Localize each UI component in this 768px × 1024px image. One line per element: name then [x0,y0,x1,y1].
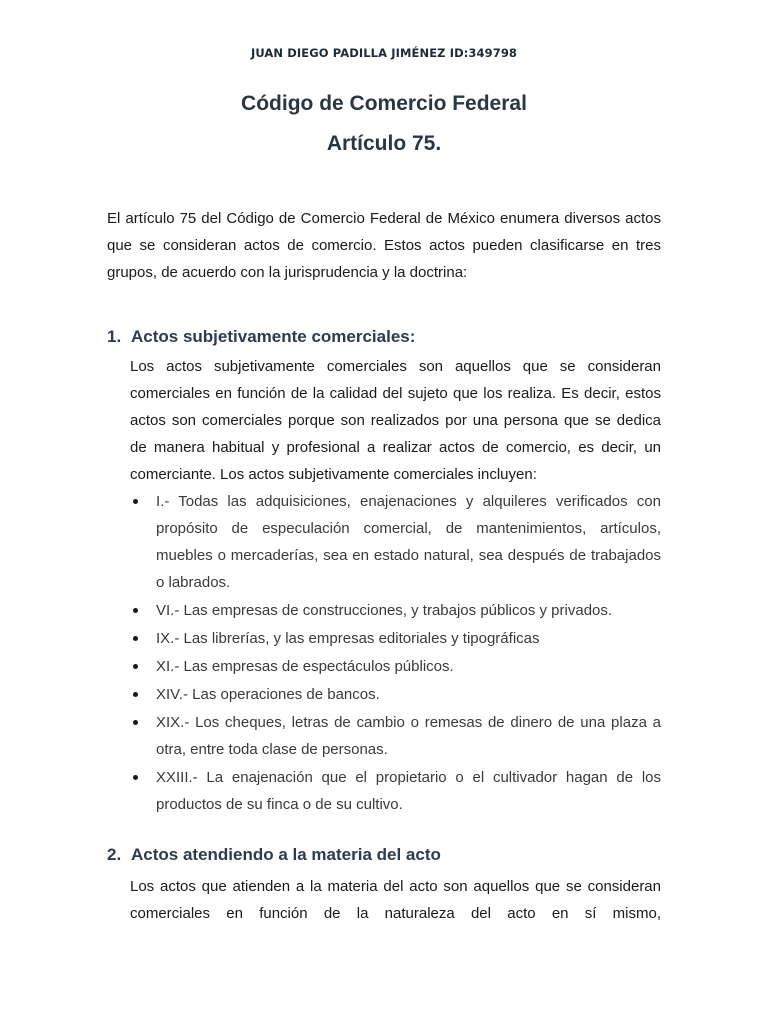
bullet-icon [133,608,138,613]
bullet-icon [133,775,138,780]
section-2-heading [107,845,441,865]
list-item-text: IX.- Las librerías, y las empresas editoriales y tipográficas [156,630,540,647]
list-item [130,625,661,652]
list-item-text: VI.- Las empresas de construcciones, y trabajos públicos y privados. [156,602,613,619]
section-1-list [130,488,661,819]
bullet-icon [133,692,138,697]
list-item [130,653,661,680]
document-subtitle: Artículo 75. [326,132,442,155]
bullet-icon [133,499,138,504]
list-item-text: XIV.- Las operaciones de bancos. [156,686,380,703]
document-title: Código de Comercio Federal [241,92,527,115]
list-item [130,488,661,596]
list-item [130,764,661,818]
section-1-heading [107,327,415,347]
bullet-icon [133,664,138,669]
list-item-text: XIX.- Los cheques, letras de cambio o remesas de dinero de una plaza a otra, entre toda clase de personas. [156,714,661,758]
bullet-icon [133,636,138,641]
list-item [130,597,661,624]
author-line: JUAN DIEGO PADILLA JIMÉNEZ ID:349798 [250,46,518,60]
list-item-text: I.- Todas las adquisiciones, enajenaciones y alquileres verificados con propósito de especulación comercial, de mantenimientos, artículos, muebles o mercaderías, sea en estado natural, sea después de trabajados o labrados. [156,493,661,591]
section-2-number: 2. [107,845,122,864]
section-2-title: Actos atendiendo a la materia del acto [131,845,441,864]
section-1-body: Los actos subjetivamente comerciales son aquellos que se consideran comerciales en función de la calidad del sujeto que los realiza. Es decir, estos actos son comerciales porque son realizados por una persona que se dedica de manera habitual y profesional a realizar actos de comercio, es decir, un comerciante. Los actos subjetivamente comerciales incluyen: [130,358,661,483]
section-2-body: Los actos que atienden a la materia del acto son aquellos que se consideran comerciales en función de la naturaleza del acto en sí mismo, [130,878,661,922]
section-1-title: Actos subjetivamente comerciales: [131,327,416,346]
bullet-icon [133,720,138,725]
list-item [130,709,661,763]
list-item-text: XI.- Las empresas de espectáculos públicos. [156,658,454,675]
section-1-number: 1. [107,327,122,346]
list-item-text: XXIII.- La enajenación que el propietario o el cultivador hagan de los productos de su finca o de su cultivo. [156,769,661,813]
list-item [130,681,661,708]
intro-paragraph: El artículo 75 del Código de Comercio Federal de México enumera diversos actos que se consideran actos de comercio. Estos actos pueden clasificarse en tres grupos, de acuerdo con la jurisprudencia y la doctrina: [107,210,661,281]
